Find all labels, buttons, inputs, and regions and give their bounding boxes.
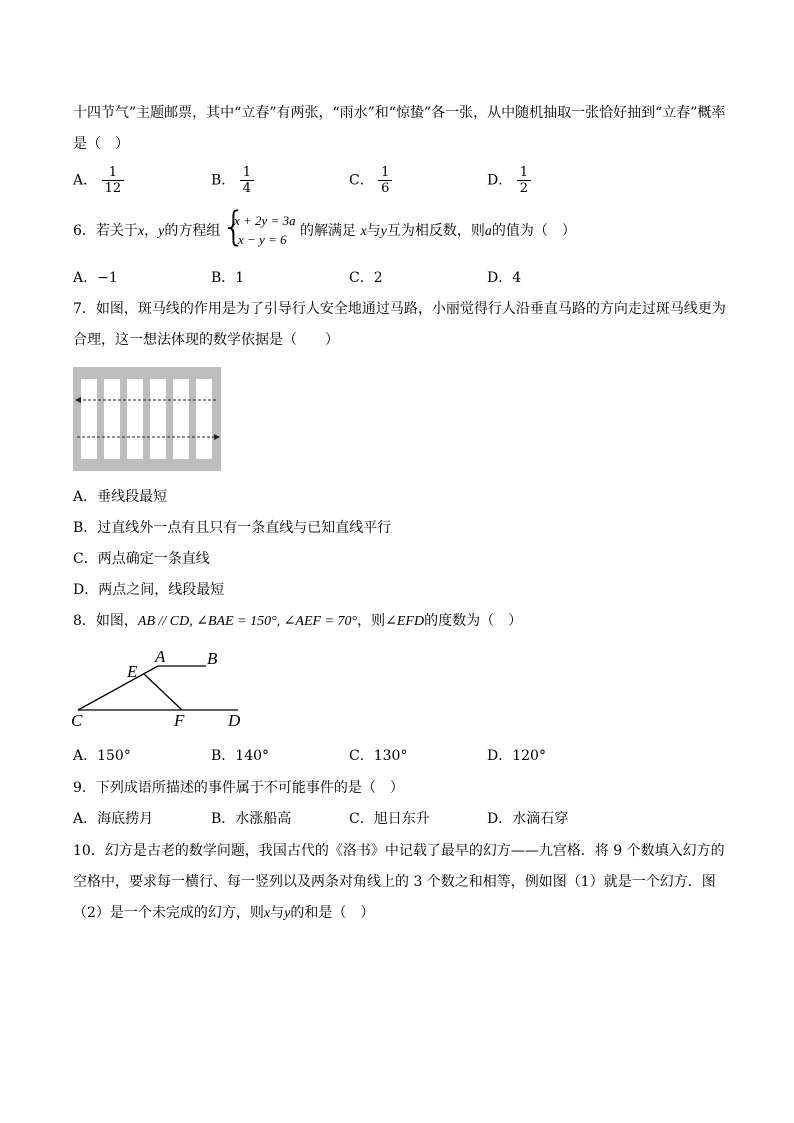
q9-option-a[interactable]: A．海底捞月 <box>73 811 154 827</box>
segment-ac <box>78 666 158 710</box>
q6-option-c[interactable]: C．2 <box>349 270 383 286</box>
fraction: $\frac{1}{4}$ <box>240 165 254 196</box>
q10-stem-line1: 10．幻方是古老的数学问题，我国古代的《洛书》中记载了最早的幻方——九宫格．将 9 个数填入幻方的 <box>73 843 725 859</box>
zebra-stripe <box>104 379 120 459</box>
q5-stem-line1: 十四节气”主题邮票，其中“立春”有两张，“雨水”和“惊蛰”各一张，从中随机抽取一张恰好抽到“立春”概率 <box>73 105 726 121</box>
zebra-stripe <box>150 379 166 459</box>
label-c: C <box>71 711 83 730</box>
q7-option-c[interactable]: C．两点确定一条直线 <box>73 551 210 567</box>
q6-stem-tail: 的解满足 x与y互为相反数，则a的值为（ ） <box>300 223 576 239</box>
zebra-stripe <box>81 379 97 459</box>
zebra-stripe <box>196 379 212 459</box>
system-brace: { <box>221 204 247 250</box>
q8-option-d[interactable]: D．120° <box>487 748 546 764</box>
equation-1: x + 2y = 3a <box>234 213 296 228</box>
q6-option-d[interactable]: D．4 <box>487 270 522 286</box>
q9-option-b[interactable]: B．水涨船高 <box>211 811 292 827</box>
q9-stem: 9．下列成语所描述的事件属于不可能事件的是（ ） <box>73 780 404 796</box>
label-b: B <box>207 649 218 668</box>
zebra-stripe <box>127 379 143 459</box>
q7-option-d[interactable]: D．两点之间，线段最短 <box>73 582 225 598</box>
q5-option-d[interactable]: D． $\frac{1}{2}$ <box>487 165 531 196</box>
fraction: $\frac{1}{12}$ <box>102 165 125 196</box>
label-e: E <box>127 662 138 681</box>
q5-option-a[interactable]: A． $\frac{1}{12}$ <box>73 165 124 196</box>
q7-option-a[interactable]: A．垂线段最短 <box>73 489 168 505</box>
segment-ef <box>144 674 182 710</box>
equation-2: x − y = 6 <box>238 232 287 247</box>
q10-stem-line3: （2）是一个未完成的幻方，则x与y的和是（ ） <box>73 905 375 921</box>
fraction: $\frac{1}{6}$ <box>378 165 392 196</box>
q9-option-c[interactable]: C．旭日东升 <box>349 811 430 827</box>
q8-stem: 8．如图，AB // CD, ∠BAE = 150°, ∠AEF = 70°，则∠EFD的度数为（ ） <box>73 613 523 629</box>
q6-option-a[interactable]: A．−1 <box>73 270 118 286</box>
label-d: D <box>228 711 241 730</box>
zebra-stripe <box>173 379 189 459</box>
label-a: A <box>155 647 166 666</box>
q8-option-c[interactable]: C．130° <box>349 748 408 764</box>
label-f: F <box>174 711 185 730</box>
fraction: $\frac{1}{2}$ <box>517 165 531 196</box>
parallel-lines-figure <box>66 645 256 730</box>
q5-stem-line2: 是（ ） <box>73 136 129 152</box>
q7-stem-line2: 合理，这一想法体现的数学依据是（ ） <box>73 332 339 348</box>
q6-stem: 6．若关于x，y的方程组 <box>73 223 221 239</box>
q8-option-a[interactable]: A．150° <box>73 748 131 764</box>
q10-stem-line2: 空格中，要求每一横行、每一竖列以及两条对角线上的 3 个数之和相等，例如图（1）就是一个幻方．图 <box>73 874 716 890</box>
q7-stem-line1: 7．如图，斑马线的作用是为了引导行人安全地通过马路，小丽觉得行人沿垂直马路的方向走过斑马线更为 <box>73 301 726 317</box>
q7-option-b[interactable]: B．过直线外一点有且只有一条直线与已知直线平行 <box>73 520 392 536</box>
q5-option-c[interactable]: C． $\frac{1}{6}$ <box>349 165 392 196</box>
q8-option-b[interactable]: B．140° <box>211 748 270 764</box>
q9-option-d[interactable]: D．水滴石穿 <box>487 811 569 827</box>
crosswalk-figure <box>73 367 221 471</box>
q6-option-b[interactable]: B．1 <box>211 270 245 286</box>
q5-option-b[interactable]: B． $\frac{1}{4}$ <box>211 165 254 196</box>
